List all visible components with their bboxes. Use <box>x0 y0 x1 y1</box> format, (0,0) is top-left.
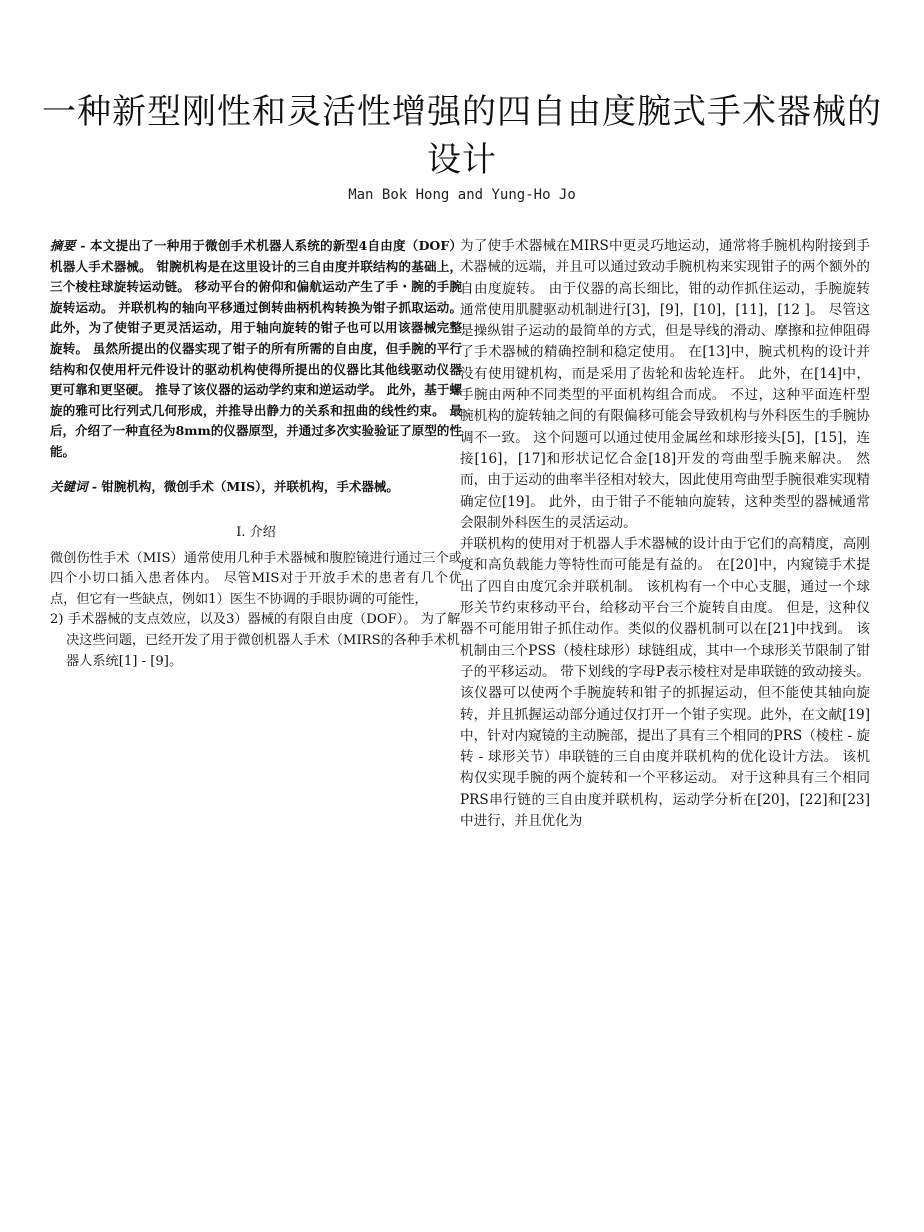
keywords-text: 钳腕机构，微创手术（MIS），并联机构，手术器械。 <box>101 478 399 494</box>
right-column <box>460 236 870 832</box>
keywords <box>50 477 462 497</box>
body-paragraph-1: 为了使手术器械在MIRS中更灵巧地运动，通常将手腕机构附接到手术器械的远端，并且可以通过致动手腕机构来实现钳子的两个额外的自由度旋转。 由于仪器的高长细比，钳的动作抓住运动，手腕旋转通常使用肌腱驱动机制进行[3]，[9]，[10]，[11]，[12 ]。 尽管这是操纵钳子运动的最简单的方式，但是导线的滑动、摩擦和拉伸阻碍了手术器械的精确控制和稳定使用。 在[13]中，腕式机构的设计并没有使用键机构，而是采用了齿轮和齿轮连杆。 此外，在[14]中，手腕由两种不同类型的平面机构组合而成。 不过，这种平面连杆型腕机构的旋转轴之间的有限偏移可能会导致机构与外科医生的手腕协调不一致。 这个问题可以通过使用金属丝和球形接头[5]，[15]，连接[16]，[17]和形状记忆合金[18]开发的弯曲型手腕来解决。 然而，由于运动的曲率半径相对较大，因此使用弯曲型手腕很难实现精确定位[19]。 此外，由于钳子不能轴向旋转，这种类型的器械通常会限制外科医生的灵活运动。 <box>460 238 870 531</box>
paper-authors: Man Bok Hong and Yung-Ho Jo <box>348 187 576 203</box>
abstract <box>50 236 462 463</box>
abstract-text: 本文提出了一种用于微创手术机器人系统的新型4自由度（DOF）机器人手术器械。 钳腕机构是在这里设计的三自由度并联结构的基础上，三个棱柱球旋转运动链。 移动平台的俯仰和偏航运动产生了手・腕的手腕旋转运动。 并联机构的轴向平移通过倒转曲柄机构转换为钳子抓取运动。 此外，为了使钳子更灵活运动，用于轴向旋转的钳子也可以用该器械完整旋转。 虽然所提出的仪器实现了钳子的所有所需的自由度，但手腕的平行结构和仅使用杆元件设计的驱动机构使得所提出的仪器比其他线驱动仪器更可靠和更坚硬。 推导了该仪器的运动学约束和逆运动学。 此外，基于螺旋的雅可比行列式几何形成，并推导出静力的关系和扭曲的线性约束。 最后，介绍了一种直径为8mm的仪器原型，并通过多次实验验证了原型的性能。 <box>50 238 462 459</box>
intro-list-item: 2) 手术器械的支点效应，以及3）器械的有限自由度（DOF）。 为了解决这些问题，已经开发了用于微创机器人手术（MIRS的各种手术机器人系统[1] - [9]。 <box>50 612 461 669</box>
keywords-label: 关键词 - <box>50 478 102 494</box>
section-heading-introduction: I. 介绍 <box>236 524 276 540</box>
intro-paragraph: 微创伤性手术（MIS）通常使用几种手术器械和腹腔镜进行通过三个或四个小切口插入患者体内。 尽管MIS对于开放手术的患者有几个优点，但它有一些缺点，例如1）医生不协调的手眼协调的可能性， <box>50 550 462 607</box>
body-paragraph-2: 并联机构的使用对于机器人手术器械的设计由于它们的高精度，高刚度和高负载能力等特性而可能是有益的。 在[20]中，内窥镜手术提出了四自由度冗余并联机制。 该机构有一个中心支腿，通过一个球形关节约束移动平台，给移动平台三个旋转自由度。 但是，这种仪器不可能用钳子抓住动作。类似的仪器机制可以在[21]中找到。 该机制由三个PSS（棱柱球形）球链组成，其中一个球形关节限制了钳子的平移运动。 带下划线的字母P表示棱柱对是串联链的致动接头。 该仪器可以使两个手腕旋转和钳子的抓握运动，但不能使其轴向旋转，并且抓握运动部分通过仅打开一个钳子实现。此外，在文献[19]中，针对内窥镜的主动腕部，提出了具有三个相同的PRS（棱柱 - 旋转 - 球形关节）串联链的三自由度并联机构的优化设计方法。 该机构仅实现手腕的两个旋转和一个平移运动。 对于这种具有三个相同PRS串行链的三自由度并联机构，运动学分析在[20]，[22]和[23]中进行，并且优化为 <box>460 536 870 830</box>
paper-title: 一种新型刚性和灵活性增强的四自由度腕式手术器械的设计 <box>42 92 882 180</box>
abstract-label: 摘要 - <box>50 238 91 253</box>
left-column <box>50 236 462 672</box>
